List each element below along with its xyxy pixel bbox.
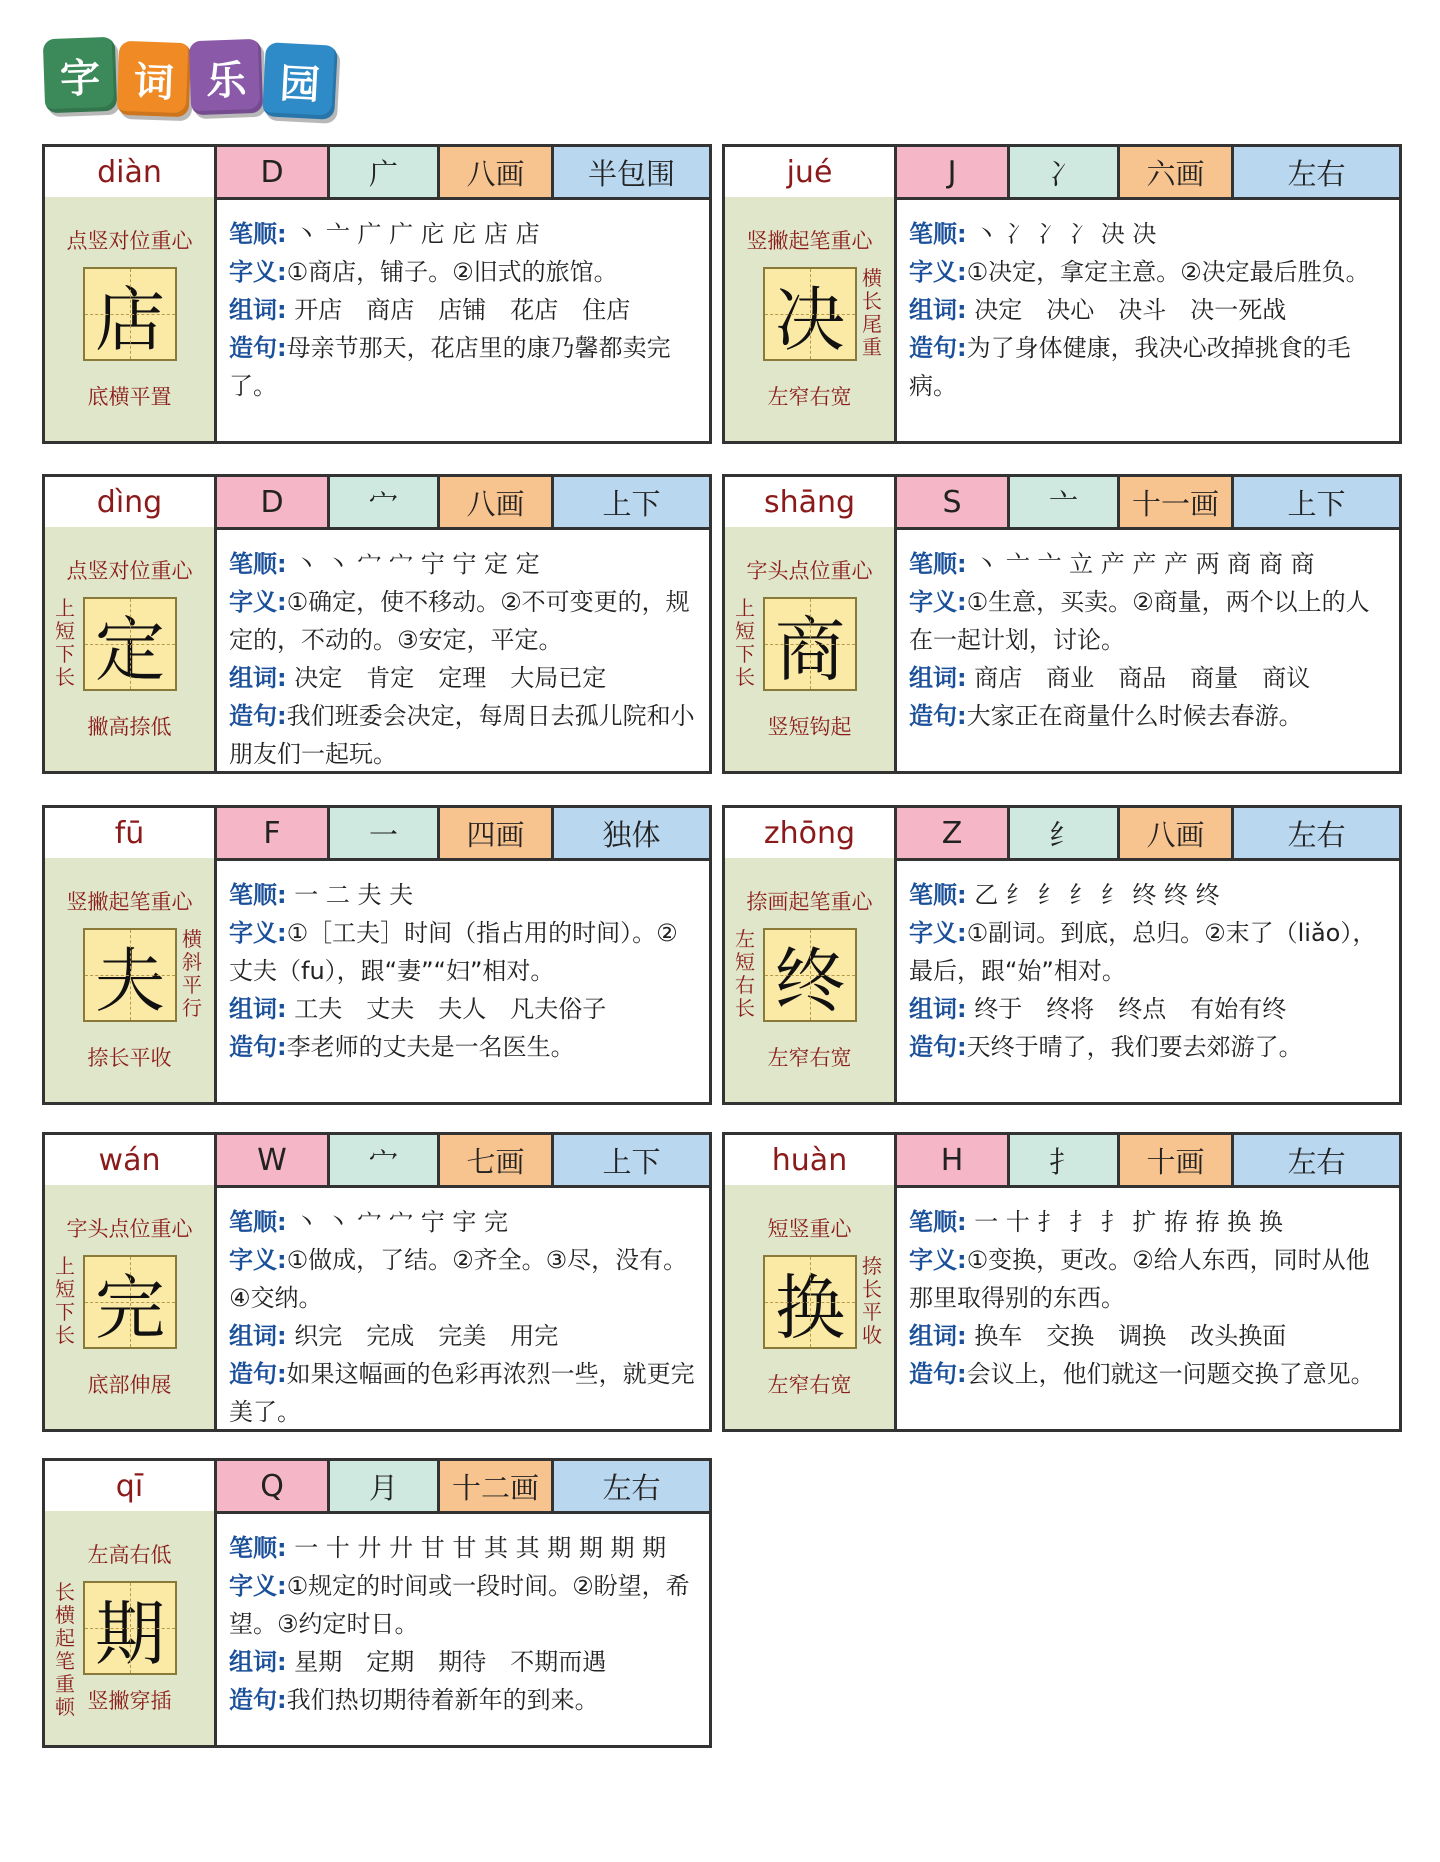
words-label: 组词: [229,1322,287,1350]
structure: 左右 [1234,147,1399,197]
stroke-order-label: 笔顺: [909,550,967,578]
char-details [217,1185,709,1429]
stroke-count: 八画 [440,477,554,527]
sentence-label: 造句: [229,702,287,730]
stroke-count: 八画 [440,147,554,197]
sentence-row [229,329,699,405]
tip-top: 竖撇起笔重心 [746,229,873,253]
writing-guide [45,1511,217,1745]
words-label: 组词: [909,995,967,1023]
sentence: 会议上，他们就这一问题交换了意见。 [966,1360,1375,1388]
sentence-label: 造句: [909,334,967,362]
words-label: 组词: [229,664,287,692]
tip-bottom: 底部伸展 [87,1373,172,1397]
stroke-order-row [229,876,699,914]
stroke-order: 一 十 扌 扌 扌 扩 拵 拵 换 换 [974,1208,1283,1236]
stroke-order-label: 笔顺: [229,550,287,578]
pinyin: dìng [45,477,217,527]
pinyin: huàn [725,1135,897,1185]
tip-top: 字头点位重心 [66,1217,193,1241]
sentence: 大家正在商量什么时候去春游。 [966,702,1303,730]
sentence-row [909,1028,1389,1066]
meaning-label: 字义: [229,588,287,616]
tip-bottom: 捺长平收 [87,1046,172,1070]
character-grid [83,928,177,1022]
meaning-label: 字义: [229,1246,287,1274]
meaning: ①做成，了结。②齐全。③尽，没有。④交纳。 [229,1246,688,1312]
meaning-row [229,583,699,659]
words-row [229,291,699,329]
card-header [45,1135,709,1188]
stroke-count: 四画 [440,808,554,858]
character-grid [83,1255,177,1349]
card-header [45,477,709,530]
meaning-label: 字义: [909,919,967,947]
words-label: 组词: [229,995,287,1023]
words-row [909,291,1389,329]
pinyin: fū [45,808,217,858]
card-header [45,1461,709,1514]
char-card [42,1132,712,1432]
stroke-count: 十一画 [1120,477,1234,527]
sentence: 如果这幅画的色彩再浓烈一些，就更完美了。 [229,1360,695,1426]
initial-letter: W [217,1135,330,1185]
structure: 独体 [554,808,709,858]
tip-top: 短竖重心 [767,1217,852,1241]
sentence-row [229,1355,699,1431]
char-details [217,527,709,771]
meaning: ①生意，买卖。②商量，两个以上的人在一起计划，讨论。 [909,588,1370,654]
sentence-row [909,329,1389,405]
tip-side-left: 左短右长 [735,927,755,1020]
card-header [725,1135,1399,1188]
radical: 宀 [330,477,440,527]
meaning-label: 字义: [909,1246,967,1274]
tip-bottom: 左窄右宽 [767,385,852,409]
meaning-label: 字义: [229,258,287,286]
sentence-label: 造句: [909,702,967,730]
sentence-label: 造句: [909,1033,967,1061]
stroke-count: 十画 [1120,1135,1234,1185]
stroke-count: 七画 [440,1135,554,1185]
words: 决定 决心 决斗 决一死战 [974,296,1287,324]
tip-bottom: 左窄右宽 [767,1046,852,1070]
meaning-row [229,1567,699,1643]
character: 终 [775,939,845,1022]
character: 商 [775,608,845,691]
character-grid [763,928,857,1022]
tip-side-right: 捺长平收 [862,1254,882,1347]
writing-guide [45,527,217,771]
meaning: ①商店，铺子。②旧式的旅馆。 [286,258,618,286]
character: 夫 [95,939,165,1022]
structure: 上下 [554,477,709,527]
structure: 半包围 [554,147,709,197]
char-card [42,474,712,774]
writing-guide [725,527,897,771]
words-label: 组词: [909,664,967,692]
stroke-order: 丶 丶 宀 宀 宁 宁 定 定 [294,550,540,578]
meaning-row [229,914,699,990]
char-details [217,858,709,1102]
tip-side-left: 上短下长 [55,596,75,689]
stroke-count: 八画 [1120,808,1234,858]
stroke-order-label: 笔顺: [229,1534,287,1562]
character: 店 [95,278,165,361]
character: 期 [95,1592,165,1675]
sentence-row [229,1681,699,1719]
tip-side-right: 横长尾重 [862,266,882,359]
stroke-order-label: 笔顺: [229,881,287,909]
stroke-order-row [229,1203,699,1241]
tip-top: 左高右低 [87,1543,172,1567]
sentence: 母亲节那天，花店里的康乃馨都卖完了。 [229,334,671,400]
char-card [722,805,1402,1105]
words: 工夫 丈夫 夫人 凡夫俗子 [294,995,607,1023]
structure: 上下 [1234,477,1399,527]
card-header [45,808,709,861]
character-grid [83,1581,177,1675]
stroke-order: 丶 冫 冫 冫 决 决 [974,220,1157,248]
writing-guide [45,858,217,1102]
character: 换 [775,1266,845,1349]
pinyin: diàn [45,147,217,197]
radical: 宀 [330,1135,440,1185]
sentence-row [229,1028,699,1066]
writing-guide [45,197,217,441]
words-label: 组词: [229,296,287,324]
structure: 左右 [1234,1135,1399,1185]
radical: 纟 [1010,808,1120,858]
stroke-order-row [909,1203,1389,1241]
sentence-label: 造句: [229,1033,287,1061]
words-row [229,1317,699,1355]
tip-bottom: 撇高捺低 [87,715,172,739]
character-grid [763,267,857,361]
sentence-label: 造句: [229,1686,287,1714]
character: 决 [775,278,845,361]
words-label: 组词: [909,1322,967,1350]
meaning-label: 字义: [909,588,967,616]
initial-letter: S [897,477,1010,527]
radical: 一 [330,808,440,858]
pinyin: shāng [725,477,897,527]
pinyin: wán [45,1135,217,1185]
stroke-order: 丶 丶 宀 宀 宁 宇 完 [294,1208,509,1236]
title-block-4: 园 [262,42,338,120]
character: 定 [95,608,165,691]
meaning-label: 字义: [229,919,287,947]
meaning-row [909,583,1389,659]
tip-top: 点竖对位重心 [66,229,193,253]
stroke-order-label: 笔顺: [909,881,967,909]
stroke-order-row [909,545,1389,583]
tip-top: 捺画起笔重心 [746,890,873,914]
sentence: 天终于晴了，我们要去郊游了。 [966,1033,1303,1061]
words: 商店 商业 商品 商量 商议 [974,664,1311,692]
card-header [725,147,1399,200]
tip-side-left: 上短下长 [735,596,755,689]
words-label: 组词: [909,296,967,324]
char-details [897,858,1399,1102]
initial-letter: H [897,1135,1010,1185]
stroke-order-label: 笔顺: [909,220,967,248]
words-row [229,990,699,1028]
char-card [42,805,712,1105]
initial-letter: F [217,808,330,858]
structure: 上下 [554,1135,709,1185]
stroke-count: 十二画 [440,1461,554,1511]
meaning-label: 字义: [229,1572,287,1600]
words: 开店 商店 店铺 花店 住店 [294,296,631,324]
tip-side-right: 横斜平行 [182,927,202,1020]
sentence: 我们热切期待着新年的到来。 [286,1686,599,1714]
meaning-label: 字义: [909,258,967,286]
words: 星期 定期 期待 不期而遇 [294,1648,607,1676]
writing-guide [725,197,897,441]
stroke-order: 丶 亠 亠 立 产 产 产 两 商 商 商 [974,550,1315,578]
meaning: ①规定的时间或一段时间。②盼望，希望。③约定时日。 [229,1572,690,1638]
card-header [45,147,709,200]
sentence: 我们班委会决定，每周日去孤儿院和小朋友们一起玩。 [229,702,695,768]
character-grid [83,597,177,691]
words-label: 组词: [229,1648,287,1676]
tip-top: 竖撇起笔重心 [66,890,193,914]
sentence: 李老师的丈夫是一名医生。 [286,1033,575,1061]
words-row [909,1317,1389,1355]
initial-letter: Q [217,1461,330,1511]
stroke-order: 乙 纟 纟 纟 纟 终 终 终 [974,881,1220,909]
sentence-label: 造句: [229,334,287,362]
words-row [229,659,699,697]
structure: 左右 [1234,808,1399,858]
char-details [897,1185,1399,1429]
pinyin: qī [45,1461,217,1511]
stroke-order: 一 十 廾 廾 甘 甘 其 其 期 期 期 期 [294,1534,667,1562]
card-header [725,477,1399,530]
words-row [909,659,1389,697]
pinyin: zhōng [725,808,897,858]
tip-bottom: 竖短钩起 [767,715,852,739]
initial-letter: D [217,477,330,527]
sentence: 为了身体健康，我决心改掉挑食的毛病。 [909,334,1351,400]
stroke-order-row [909,876,1389,914]
tip-bottom: 竖撇穿插 [87,1689,172,1713]
pinyin: jué [725,147,897,197]
initial-letter: J [897,147,1010,197]
char-card [42,144,712,444]
tip-bottom: 左窄右宽 [767,1373,852,1397]
char-card [722,474,1402,774]
sentence-label: 造句: [909,1360,967,1388]
char-card [42,1458,712,1748]
character-grid [83,267,177,361]
stroke-order-label: 笔顺: [909,1208,967,1236]
meaning: ①确定，使不移动。②不可变更的，规定的，不动的。③安定，平定。 [229,588,690,654]
sentence-label: 造句: [229,1360,287,1388]
sentence-row [909,697,1389,735]
sentence-row [229,697,699,773]
stroke-order-row [229,545,699,583]
char-details [897,197,1399,441]
stroke-order: 一 二 夫 夫 [294,881,414,909]
meaning-row [909,914,1389,990]
radical: 月 [330,1461,440,1511]
stroke-count: 六画 [1120,147,1234,197]
sentence-row [909,1355,1389,1393]
meaning-row [909,1241,1389,1317]
radical: 冫 [1010,147,1120,197]
meaning: ①［工夫］时间（指占用的时间）。②丈夫（fu），跟“妻”“妇”相对。 [229,919,678,985]
radical: 亠 [1010,477,1120,527]
stroke-order-row [229,1529,699,1567]
title-block-3: 乐 [189,39,264,115]
words: 终于 终将 终点 有始有终 [974,995,1287,1023]
meaning-row [229,253,699,291]
initial-letter: D [217,147,330,197]
stroke-order-label: 笔顺: [229,220,287,248]
tip-side-left: 长横起笔重顿 [55,1580,75,1719]
char-details [217,197,709,441]
meaning: ①决定，拿定主意。②决定最后胜负。 [966,258,1370,286]
tip-side-left: 上短下长 [55,1254,75,1347]
words-row [909,990,1389,1028]
words: 换车 交换 调换 改头换面 [974,1322,1287,1350]
radical: 广 [330,147,440,197]
title-block-2: 词 [117,41,192,117]
meaning-row [229,1241,699,1317]
stroke-order-row [229,215,699,253]
char-card [722,1132,1402,1432]
stroke-order: 丶 亠 广 广 庀 庀 店 店 [294,220,540,248]
words: 决定 肯定 定理 大局已定 [294,664,607,692]
stroke-order-label: 笔顺: [229,1208,287,1236]
words-row [229,1643,699,1681]
character-grid [763,1255,857,1349]
char-details [217,1511,709,1745]
writing-guide [45,1185,217,1429]
writing-guide [725,858,897,1102]
card-header [725,808,1399,861]
character-grid [763,597,857,691]
writing-guide [725,1185,897,1429]
character: 完 [95,1266,165,1349]
structure: 左右 [554,1461,709,1511]
tip-top: 字头点位重心 [746,559,873,583]
title-block-1: 字 [43,37,118,113]
stroke-order-row [909,215,1389,253]
char-card [722,144,1402,444]
char-details [897,527,1399,771]
tip-top: 点竖对位重心 [66,559,193,583]
meaning: ①变换，更改。②给人东西，同时从他那里取得别的东西。 [909,1246,1370,1312]
meaning-row [909,253,1389,291]
meaning: ①副词。到底，总归。②末了（liǎo），最后，跟“始”相对。 [909,919,1377,985]
tip-bottom: 底横平置 [87,385,172,409]
radical: 扌 [1010,1135,1120,1185]
initial-letter: Z [897,808,1010,858]
words: 织完 完成 完美 用完 [294,1322,559,1350]
